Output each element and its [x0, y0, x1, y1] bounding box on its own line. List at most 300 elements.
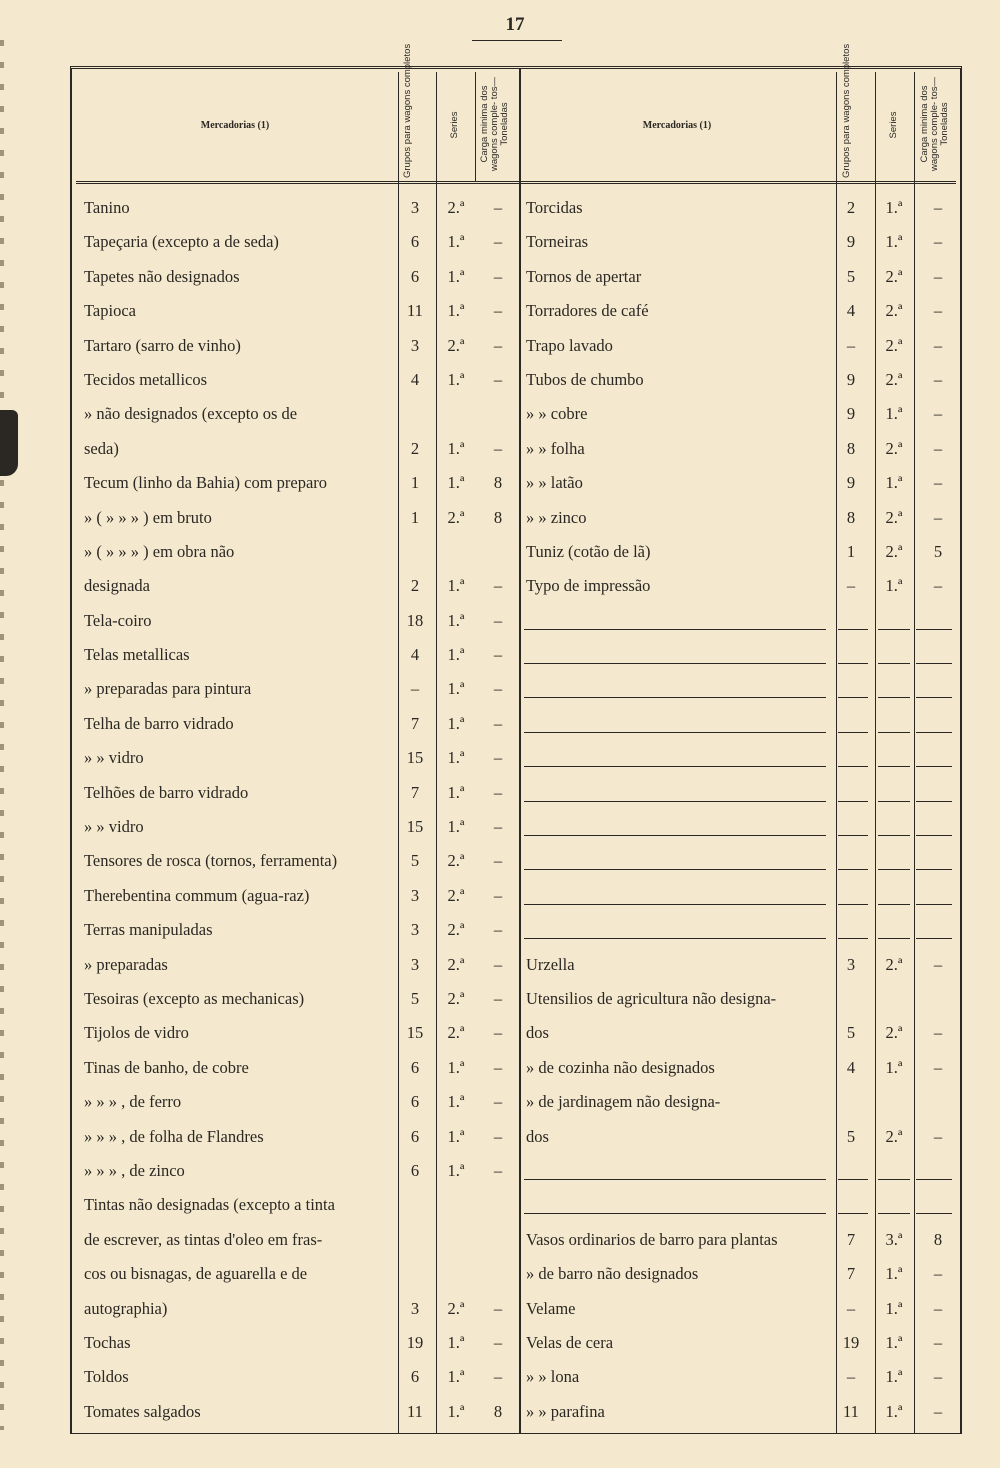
minimum-load: –	[933, 1298, 943, 1318]
table-row	[522, 1086, 962, 1120]
table-row	[80, 467, 520, 501]
table-row	[80, 1258, 520, 1292]
group-number: 7	[846, 1229, 856, 1249]
series-value: 1.ª	[447, 817, 465, 837]
table-row	[80, 742, 520, 776]
table-row	[80, 1017, 520, 1051]
table-row	[522, 1327, 962, 1361]
minimum-load: –	[933, 576, 943, 596]
group-number: 9	[846, 232, 856, 252]
series-value: 1.ª	[447, 1332, 465, 1352]
group-number: 19	[406, 1332, 424, 1352]
commodity-name: » » lona	[526, 1367, 580, 1387]
table-row	[522, 1017, 962, 1051]
blank-entry-rule	[878, 766, 910, 767]
table-row	[522, 639, 962, 673]
header-series-left: Series	[449, 111, 460, 139]
commodity-name: » » vidro	[84, 817, 144, 837]
minimum-load: –	[933, 1023, 943, 1043]
commodity-name: Tela-coiro	[84, 610, 152, 630]
minimum-load: –	[493, 920, 503, 940]
table-row	[522, 1155, 962, 1189]
minimum-load: –	[933, 1126, 943, 1146]
series-value: 2.ª	[885, 438, 903, 458]
table-row	[522, 330, 962, 364]
series-value: 1.ª	[447, 748, 465, 768]
minimum-load: –	[493, 954, 503, 974]
commodity-name: Tintas não designadas (excepto a tinta	[84, 1195, 335, 1215]
left-edge-binding-marks	[0, 40, 4, 1430]
series-value: 1.ª	[447, 232, 465, 252]
group-number: 7	[410, 713, 420, 733]
group-number: 9	[846, 369, 856, 389]
group-number: –	[846, 576, 856, 596]
minimum-load: –	[933, 232, 943, 252]
blank-entry-rule	[916, 869, 952, 870]
table-row	[522, 295, 962, 329]
minimum-load: –	[493, 1057, 503, 1077]
commodity-name: de escrever, as tintas d'oleo em fras-	[84, 1229, 323, 1249]
series-value: 1.ª	[447, 1401, 465, 1421]
table-row	[522, 226, 962, 260]
table-row	[80, 536, 520, 570]
commodity-name: » preparadas	[84, 954, 168, 974]
series-value: 2.ª	[885, 266, 903, 286]
commodity-name: Tesoiras (excepto as mechanicas)	[84, 988, 305, 1008]
group-number: 4	[846, 301, 856, 321]
minimum-load: –	[493, 713, 503, 733]
series-value: 1.ª	[447, 1367, 465, 1387]
series-value: 1.ª	[885, 1367, 903, 1387]
minimum-load: –	[933, 954, 943, 974]
header-carga-right: Carga minima dos wagons comple- tos—Toneladas	[919, 77, 950, 171]
table-row	[80, 398, 520, 432]
commodity-name: » de cozinha não designados	[526, 1057, 715, 1077]
blank-entry-rule	[916, 766, 952, 767]
group-number: –	[846, 1298, 856, 1318]
group-number: –	[846, 335, 856, 355]
blank-entry-rule	[838, 904, 868, 905]
commodity-name: Tuniz (cotão de lã)	[526, 541, 651, 561]
right-column-rows	[522, 192, 962, 1430]
table-row	[522, 1293, 962, 1327]
blank-entry-rule	[916, 663, 952, 664]
commodity-name: Torneiras	[526, 232, 589, 252]
series-value: 2.ª	[447, 885, 465, 905]
commodity-name: Velas de cera	[526, 1332, 614, 1352]
blank-entry-rule	[838, 835, 868, 836]
minimum-load: –	[933, 266, 943, 286]
table-row	[522, 811, 962, 845]
series-value: 1.ª	[447, 473, 465, 493]
commodity-name: designada	[84, 576, 150, 596]
minimum-load: –	[493, 1126, 503, 1146]
table-row	[80, 502, 520, 536]
table-row	[80, 1189, 520, 1223]
blank-entry-rule	[878, 1213, 910, 1214]
series-value: 1.ª	[447, 1126, 465, 1146]
blank-entry-rule	[838, 1179, 868, 1180]
commodity-name: Typo de impressão	[526, 576, 651, 596]
blank-entry-rule	[524, 938, 826, 939]
group-number: 4	[410, 369, 420, 389]
commodity-name: Therebentina commum (agua-raz)	[84, 885, 310, 905]
blank-entry-rule	[838, 1213, 868, 1214]
group-number: 15	[406, 748, 424, 768]
commodity-name: dos	[526, 1023, 549, 1043]
blank-entry-rule	[878, 869, 910, 870]
table-row	[80, 1327, 520, 1361]
blank-entry-rule	[916, 835, 952, 836]
series-value: 2.ª	[447, 1023, 465, 1043]
commodity-name: » » folha	[526, 438, 585, 458]
commodity-name: Tecidos metallicos	[84, 369, 208, 389]
minimum-load: –	[493, 232, 503, 252]
minimum-load: 8	[493, 473, 503, 493]
blank-entry-rule	[524, 766, 826, 767]
table-row	[80, 1361, 520, 1395]
minimum-load: –	[933, 369, 943, 389]
minimum-load: –	[493, 1367, 503, 1387]
table-row	[522, 1396, 962, 1430]
header-mercadorias-right: Mercadorias (1)	[642, 120, 712, 131]
group-number: 3	[410, 885, 420, 905]
commodity-name: Tanino	[84, 198, 130, 217]
group-number: 3	[410, 335, 420, 355]
left-column-rows	[80, 192, 520, 1430]
commodity-name: » » » , de zinco	[84, 1160, 185, 1180]
group-number: 3	[410, 954, 420, 974]
table-row	[522, 1361, 962, 1395]
commodity-name: Tubos de chumbo	[526, 369, 644, 389]
page-number: 17	[505, 14, 525, 35]
minimum-load: –	[493, 576, 503, 596]
group-number: 11	[407, 1401, 423, 1421]
table-row	[522, 192, 962, 226]
group-number: 6	[410, 1126, 420, 1146]
minimum-load: 8	[933, 1229, 943, 1249]
minimum-load: –	[493, 782, 503, 802]
group-number: 15	[406, 1023, 424, 1043]
commodity-name: Tomates salgados	[84, 1401, 201, 1421]
minimum-load: –	[493, 851, 503, 871]
blank-entry-rule	[878, 835, 910, 836]
commodity-name: » de jardinagem não designa-	[526, 1092, 721, 1112]
group-number: 11	[407, 301, 423, 321]
series-value: 1.ª	[885, 1332, 903, 1352]
minimum-load: –	[493, 438, 503, 458]
blank-entry-rule	[878, 697, 910, 698]
group-number: 6	[410, 1057, 420, 1077]
header-rule	[76, 181, 956, 184]
table-row	[522, 1189, 962, 1223]
series-value: 3.ª	[885, 1229, 903, 1249]
table-row	[522, 570, 962, 604]
commodity-name: Velame	[526, 1298, 576, 1318]
blank-entry-rule	[524, 869, 826, 870]
series-value: 1.ª	[447, 1160, 465, 1180]
page-number-rule	[472, 40, 562, 41]
minimum-load: –	[493, 1160, 503, 1180]
series-value: 1.ª	[885, 1057, 903, 1077]
group-number: 5	[846, 1023, 856, 1043]
series-value: 1.ª	[447, 438, 465, 458]
table-row	[522, 261, 962, 295]
blank-entry-rule	[878, 1179, 910, 1180]
minimum-load: –	[493, 1332, 503, 1352]
table-row	[80, 295, 520, 329]
group-number: 5	[846, 266, 856, 286]
series-value: 1.ª	[447, 1057, 465, 1077]
commodity-name: Telha de barro vidrado	[84, 713, 234, 733]
series-value: 2.ª	[885, 507, 903, 527]
group-number: 15	[406, 817, 424, 837]
commodity-name: » » parafina	[526, 1401, 605, 1421]
blank-entry-rule	[838, 629, 868, 630]
commodity-name: Torradores de café	[526, 301, 649, 321]
table-row	[522, 536, 962, 570]
series-value: 1.ª	[885, 1401, 903, 1421]
group-number: 2	[410, 576, 420, 596]
group-number: 6	[410, 266, 420, 286]
series-value: 2.ª	[447, 1298, 465, 1318]
minimum-load: –	[493, 1092, 503, 1112]
commodity-name: » ( » » » ) em bruto	[84, 507, 212, 527]
series-value: 1.ª	[447, 679, 465, 699]
blank-entry-rule	[878, 904, 910, 905]
blank-entry-rule	[524, 629, 826, 630]
table-row	[522, 605, 962, 639]
group-number: 9	[846, 473, 856, 493]
blank-entry-rule	[878, 801, 910, 802]
table-row	[80, 639, 520, 673]
minimum-load: –	[493, 369, 503, 389]
group-number: 3	[410, 198, 420, 217]
table-row	[522, 983, 962, 1017]
commodity-name: Torcidas	[526, 198, 583, 217]
group-number: 6	[410, 1160, 420, 1180]
commodity-name: Utensilios de agricultura não designa-	[526, 988, 777, 1008]
commodity-name: Telas metallicas	[84, 645, 190, 665]
table-row	[522, 1121, 962, 1155]
series-value: 2.ª	[447, 988, 465, 1008]
commodity-name: » » cobre	[526, 404, 588, 424]
minimum-load: –	[933, 198, 943, 217]
minimum-load: –	[933, 1057, 943, 1077]
series-value: 2.ª	[885, 1023, 903, 1043]
table-row	[522, 777, 962, 811]
table-row	[522, 433, 962, 467]
table-row	[80, 1121, 520, 1155]
series-value: 1.ª	[447, 713, 465, 733]
header-carga-left: Carga minima dos wagons comple- tos—Toneladas	[479, 77, 510, 171]
group-number: 8	[846, 507, 856, 527]
blank-entry-rule	[524, 835, 826, 836]
minimum-load: 8	[493, 507, 503, 527]
table-row	[522, 1258, 962, 1292]
commodity-name: » preparadas para pintura	[84, 679, 252, 699]
group-number: 5	[846, 1126, 856, 1146]
table-row	[80, 192, 520, 226]
margin-ink-blot	[0, 410, 18, 476]
minimum-load: –	[933, 507, 943, 527]
table-row	[80, 880, 520, 914]
table-row	[80, 1052, 520, 1086]
minimum-load: –	[493, 1023, 503, 1043]
blank-entry-rule	[878, 938, 910, 939]
blank-entry-rule	[916, 1213, 952, 1214]
series-value: 1.ª	[447, 610, 465, 630]
series-value: 2.ª	[447, 198, 465, 217]
header-series-right: Series	[888, 111, 899, 139]
commodity-name: seda)	[84, 438, 119, 458]
header-grupos-left: Grupos para wagons completos	[402, 43, 413, 178]
table-row	[80, 1155, 520, 1189]
commodity-name: Tapeçaria (excepto a de seda)	[84, 232, 279, 252]
table-row	[80, 708, 520, 742]
table-row	[522, 880, 962, 914]
group-number: 8	[846, 438, 856, 458]
group-number: 3	[410, 1298, 420, 1318]
minimum-load: 8	[493, 1401, 503, 1421]
commodity-name: » » zinco	[526, 507, 587, 527]
table-row	[522, 467, 962, 501]
minimum-load: –	[493, 198, 503, 217]
commodity-name: autographia)	[84, 1298, 168, 1318]
table-row	[80, 364, 520, 398]
minimum-load: –	[493, 645, 503, 665]
blank-entry-rule	[838, 697, 868, 698]
series-value: 1.ª	[885, 576, 903, 596]
series-value: 1.ª	[885, 404, 903, 424]
minimum-load: –	[933, 1332, 943, 1352]
series-value: 1.ª	[447, 301, 465, 321]
minimum-load: –	[933, 1367, 943, 1387]
header-mercadorias-left: Mercadorias (1)	[200, 120, 270, 131]
series-value: 2.ª	[885, 369, 903, 389]
minimum-load: –	[933, 473, 943, 493]
commodity-name: » » » , de folha de Flandres	[84, 1126, 264, 1146]
table-row	[522, 364, 962, 398]
commodity-name: Tartaro (sarro de vinho)	[84, 335, 241, 355]
commodity-name: cos ou bisnagas, de aguarella e de	[84, 1264, 308, 1284]
commodity-name: Tijolos de vidro	[84, 1023, 189, 1043]
blank-entry-rule	[838, 663, 868, 664]
group-number: 7	[846, 1264, 856, 1284]
commodity-name: Tochas	[84, 1332, 131, 1352]
header-grupos-right: Grupos para wagons completos	[841, 43, 852, 178]
blank-entry-rule	[916, 904, 952, 905]
table-row	[522, 949, 962, 983]
commodity-name: » não designados (excepto os de	[84, 404, 298, 424]
table-row	[80, 983, 520, 1017]
blank-entry-rule	[524, 904, 826, 905]
minimum-load: –	[933, 404, 943, 424]
commodity-name: Telhões de barro vidrado	[84, 782, 249, 802]
group-number: 6	[410, 1367, 420, 1387]
minimum-load: –	[933, 438, 943, 458]
series-value: 2.ª	[885, 954, 903, 974]
series-value: 2.ª	[447, 954, 465, 974]
blank-entry-rule	[916, 801, 952, 802]
blank-entry-rule	[916, 629, 952, 630]
group-number: 4	[846, 1057, 856, 1077]
series-value: 1.ª	[447, 266, 465, 286]
table-row	[522, 742, 962, 776]
commodity-name: Tornos de apertar	[526, 266, 642, 286]
blank-entry-rule	[524, 732, 826, 733]
series-value: 1.ª	[447, 1092, 465, 1112]
blank-entry-rule	[916, 1179, 952, 1180]
table-row	[80, 1396, 520, 1430]
table-row	[80, 1086, 520, 1120]
blank-entry-rule	[524, 1213, 826, 1214]
table-row	[80, 226, 520, 260]
series-value: 1.ª	[447, 782, 465, 802]
series-value: 1.ª	[447, 645, 465, 665]
minimum-load: –	[493, 1298, 503, 1318]
table-row	[80, 673, 520, 707]
table-row	[522, 1224, 962, 1258]
table-row	[522, 502, 962, 536]
table-row	[522, 398, 962, 432]
table-row	[80, 1224, 520, 1258]
minimum-load: –	[493, 266, 503, 286]
blank-entry-rule	[524, 697, 826, 698]
group-number: 3	[846, 954, 856, 974]
commodity-name: Terras manipuladas	[84, 920, 213, 940]
table-row	[80, 914, 520, 948]
blank-entry-rule	[878, 663, 910, 664]
minimum-load: –	[493, 610, 503, 630]
group-number: 3	[410, 920, 420, 940]
group-number: 19	[842, 1332, 860, 1352]
blank-entry-rule	[878, 732, 910, 733]
minimum-load: –	[493, 988, 503, 1008]
group-number: 1	[410, 507, 420, 527]
table-row	[80, 845, 520, 879]
series-value: 1.ª	[885, 473, 903, 493]
group-number: 6	[410, 232, 420, 252]
group-number: 2	[410, 438, 420, 458]
group-number: 5	[410, 851, 420, 871]
minimum-load: 5	[933, 541, 943, 561]
blank-entry-rule	[916, 732, 952, 733]
commodity-name: » » » , de ferro	[84, 1092, 182, 1112]
minimum-load: –	[493, 679, 503, 699]
minimum-load: –	[493, 301, 503, 321]
minimum-load: –	[493, 885, 503, 905]
commodity-name: » » vidro	[84, 748, 144, 768]
series-value: 1.ª	[885, 198, 903, 217]
table-row	[80, 261, 520, 295]
commodity-name: Tapetes não designados	[84, 266, 240, 286]
table-row	[522, 914, 962, 948]
table-row	[80, 1293, 520, 1327]
minimum-load: –	[933, 335, 943, 355]
series-value: 2.ª	[885, 301, 903, 321]
series-value: 2.ª	[885, 1126, 903, 1146]
group-number: 1	[410, 473, 420, 493]
series-value: 2.ª	[885, 541, 903, 561]
commodity-name: » ( » » » ) em obra não	[84, 541, 235, 561]
commodity-name: Tensores de rosca (tornos, ferramenta)	[84, 851, 338, 871]
table-row	[80, 777, 520, 811]
series-value: 1.ª	[885, 1264, 903, 1284]
table-row	[80, 811, 520, 845]
table-row	[522, 708, 962, 742]
minimum-load: –	[493, 817, 503, 837]
